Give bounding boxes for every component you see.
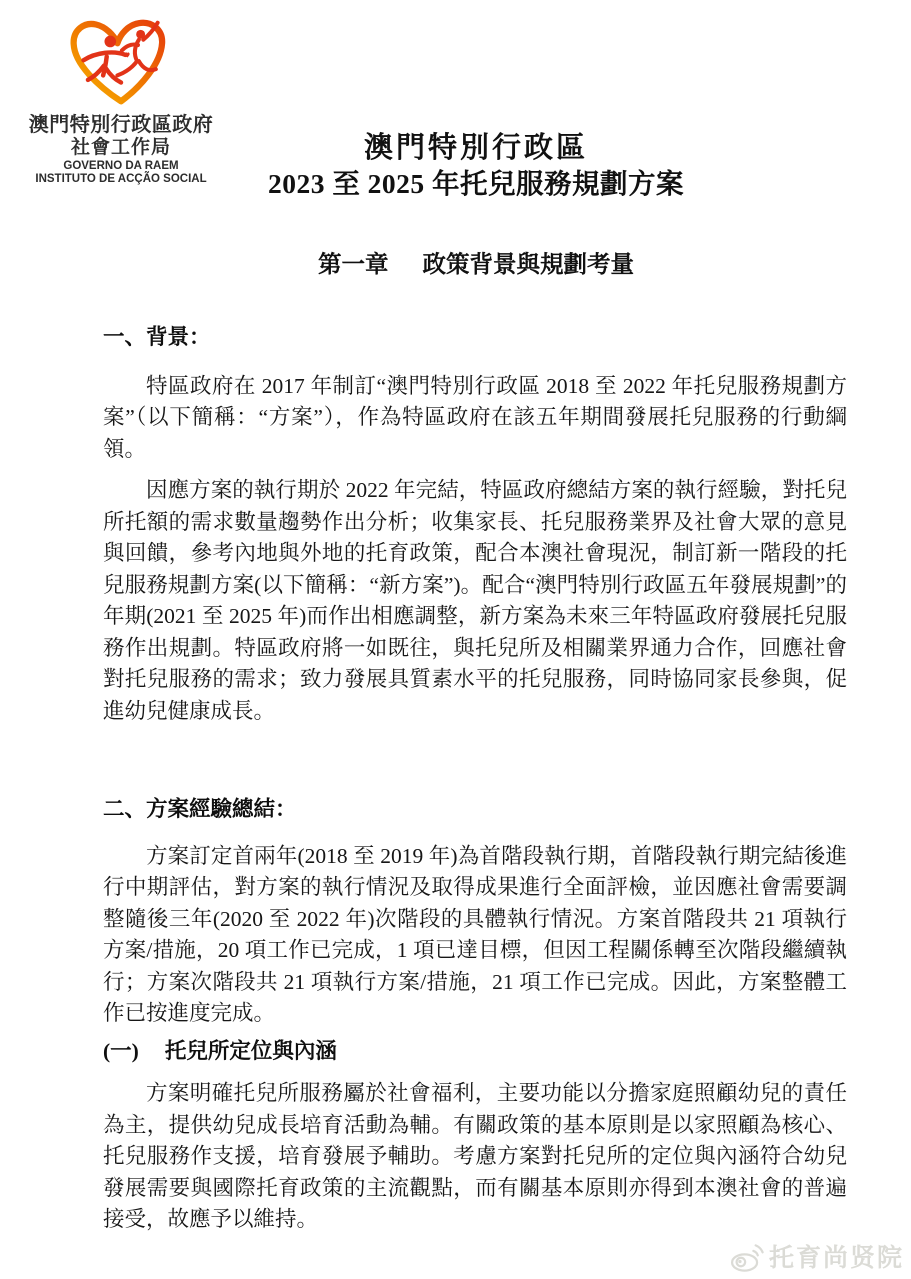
document-body <box>103 322 847 1236</box>
ias-heart-logo-icon <box>58 12 184 112</box>
paragraph-background-2: 因應方案的執行期於 2022 年完結，特區政府總結方案的執行經驗，對托兒所托額的需求數量趨勢作出分析；收集家長、托兒服務業界及社會大眾的意見與回饋，參考內地與外地的托育政策，配合本澳社會現況，制訂新一階段的托兒服務規劃方案(以下簡稱：“新方案”)。配合“澳門特別行政區五年發展規劃”的年期(2021 至 2025 年)而作出相應調整，新方案為未來三年特區政府發展托兒服務作出規劃。特區政府將一如既往，與托兒所及相關業界通力合作，回應社會對托兒服務的需求；致力發展具質素水平的托兒服務，同時協同家長參與，促進幼兒健康成長。 <box>103 478 847 723</box>
section-heading-summary: 二、方案經驗總結： <box>103 797 297 821</box>
paragraph-positioning-1: 方案明確托兒所服務屬於社會福利，主要功能以分擔家庭照顧幼兒的責任為主，提供幼兒成長培育活動為輔。有關政策的基本原則是以家照顧為核心、托兒服務作支援，培育發展予輔助。考慮方案對托兒所的定位與內涵符合幼兒發展需要與國際托育政策的主流觀點，而有關基本原則亦得到本澳社會的普遍接受，故應予以維持。 <box>103 1081 847 1231</box>
chapter-title: 政策背景與規劃考量 <box>422 252 634 278</box>
org-name-pt-government: GOVERNO DA RAEM <box>63 160 179 172</box>
section-heading-background: 一、背景： <box>103 325 211 349</box>
org-name-zh-government: 澳門特別行政區政府 <box>28 114 214 136</box>
subsection-title: 托兒所定位與內涵 <box>164 1038 337 1063</box>
document-title <box>102 131 850 202</box>
watermark-text: 托育尚贤院 <box>768 1244 904 1272</box>
weibo-icon <box>727 1240 764 1272</box>
org-name-zh-bureau: 社會工作局 <box>70 137 171 158</box>
watermark <box>727 1238 904 1274</box>
subsection-number: (一) <box>103 1038 139 1063</box>
org-name-pt-institute: INSTITUTO DE ACÇÃO SOCIAL <box>35 173 207 185</box>
subsection-heading-positioning <box>103 1036 847 1068</box>
document-title-line2: 2023 至 2025 年托兒服務規劃方案 <box>267 168 685 199</box>
chapter-number: 第一章 <box>318 252 389 278</box>
paragraph-summary-1: 方案訂定首兩年(2018 至 2019 年)為首階段執行期，首階段執行期完結後進行中期評估，對方案的執行情況及取得成果進行全面評檢，並因應社會需要調整隨後三年(2020 至 2022 年)次階段的具體執行情況。方案首階段共 21 項執行方案/措施，20 項工作已完成，1 項已達目標，但因工程關係轉至次階段繼續執行；方案次階段共 21 項執行方案/措施，21 項工作已完成。因此，方案整體工作已按進度完成。 <box>103 843 847 1025</box>
chapter-heading <box>102 245 850 279</box>
paragraph-background-1: 特區政府在 2017 年制訂“澳門特別行政區 2018 至 2022 年托兒服務規劃方案”（以下簡稱：“方案”），作為特區政府在該五年期間發展托兒服務的行動綱領。 <box>103 373 847 461</box>
document-title-line1: 澳門特別行政區 <box>363 132 588 164</box>
